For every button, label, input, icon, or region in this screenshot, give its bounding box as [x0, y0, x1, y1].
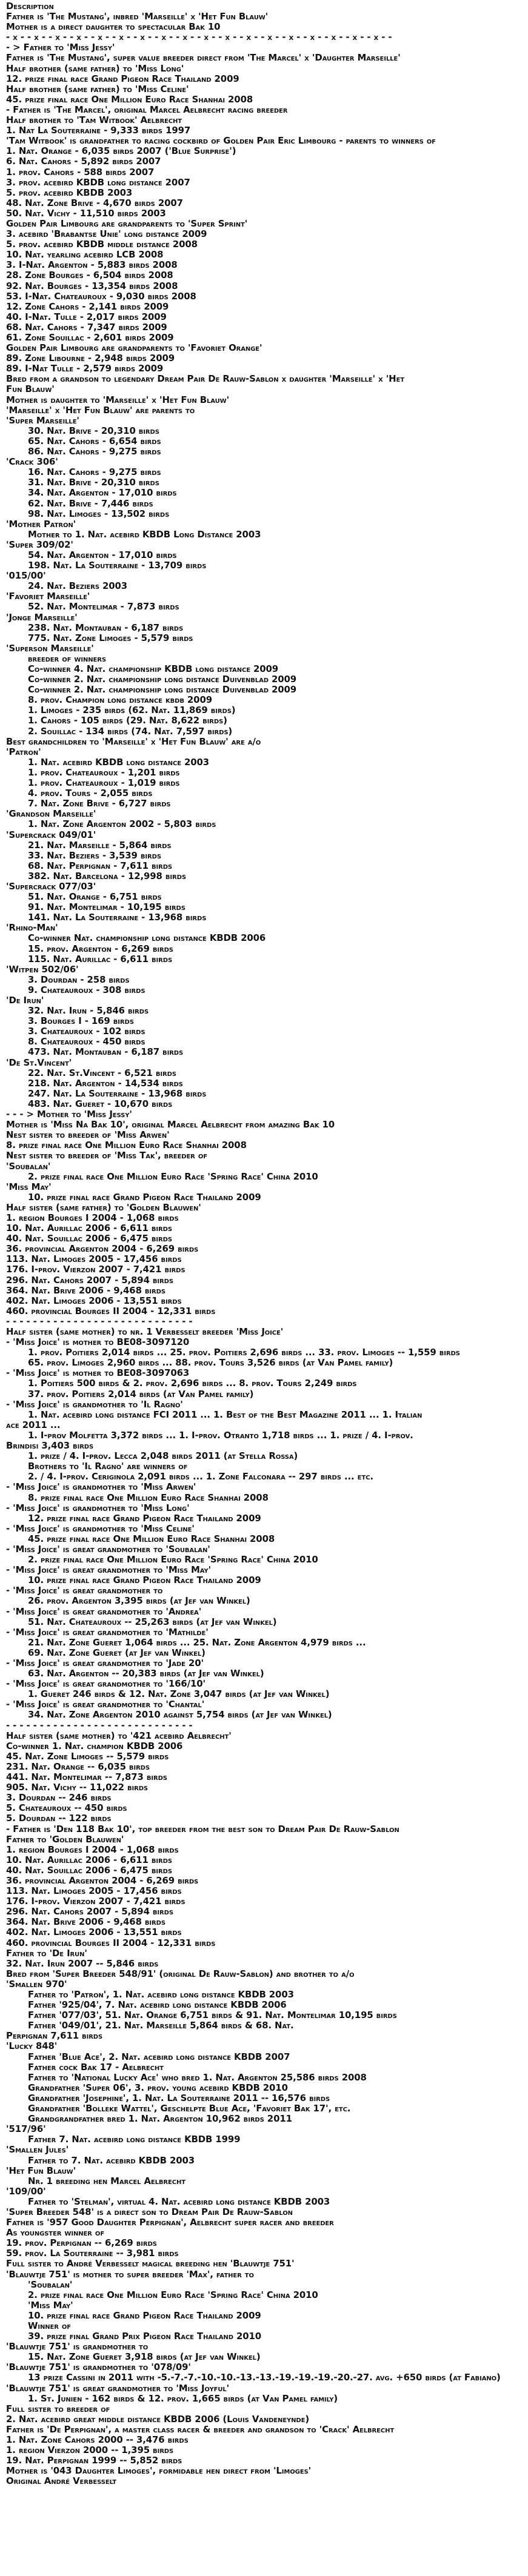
document-line: 40. Nat. Souillac 2006 - 6,475 birds	[6, 1865, 172, 1876]
document-line: Father 'Blue Ace', 2. Nat. acebird long distance KBDB 2007	[28, 2051, 290, 2062]
document-line: 1. prov. Poitiers 2,014 birds ... 25. prov. Poitiers 2,696 birds ... 33. prov. Limoges -- 1,559 birds	[28, 1347, 460, 1358]
document-line: Father to 'National Lucky Ace' who bred 1. Nat. Argenton 25,586 birds 2008	[28, 2072, 367, 2083]
document-line: 441. Nat. Montelimar -- 7,873 birds	[6, 1772, 167, 1783]
document-line: 'Supercrack 049/01'	[6, 829, 96, 840]
document-line: Father to 'Patron', 1. Nat. acebird long distance KBDB 2003	[28, 1990, 294, 2000]
document-line: Co-winner 4. Nat. championship KBDB long distance 2009	[28, 664, 279, 674]
document-line: 16. Nat. Cahors - 9,275 birds	[28, 467, 161, 478]
document-line: Nest sister to breeder of 'Miss Tak', breeder of	[6, 1150, 208, 1161]
document-line: 3. I-Nat. Argenton - 5,883 birds 2008	[6, 260, 178, 271]
document-line: 296. Nat. Cahors 2007 - 5,894 birds	[6, 1275, 173, 1286]
document-line: Co-winner 2. Nat. championship long distance Duivenblad 2009	[28, 685, 297, 695]
document-line: 36. provincial Argenton 2004 - 6,269 birds	[6, 1875, 199, 1886]
document-line: 92. Nat. Bourges - 13,354 birds 2008	[6, 281, 178, 291]
document-line: - Father is 'The Marcel', original Marcel Aelbrecht racing breeder	[6, 104, 288, 115]
document-line: 1. Gueret 246 birds & 12. Nat. Zone 3,047 birds (at Jef van Winkel)	[28, 1689, 330, 1700]
document-line: 8. prov. Champion long distance kbdb 2009	[28, 695, 212, 706]
document-line: 460. provincial Bourges II 2004 - 12,331 birds	[6, 1937, 216, 1948]
document-line: Perpignan 7,611 birds	[6, 2031, 103, 2042]
document-line: 10. prize final race Grand Pigeon Race Thailand 2009	[28, 1575, 261, 1586]
document-line: 'Blauwtje 751' is great grandmother to 'Miss Joyful'	[6, 2383, 230, 2394]
document-line: Fun Blauw'	[6, 384, 55, 395]
document-line: Full sister to André Verbesselt magical breeding hen 'Blauwtje 751'	[6, 2259, 295, 2269]
document-line: Grandfather 'Super 06', 3. prov. young acebird KBDB 2010	[28, 2082, 288, 2093]
document-line: 1. Nat. Zone Argenton 2002 - 5,803 birds	[28, 819, 216, 830]
document-line: As youngster winner of	[6, 2228, 105, 2239]
document-line: 'Blauwtje 751' is mother to super breeder 'Max', father to	[6, 2269, 254, 2280]
document-line: 'Het Fun Blauw'	[6, 2165, 76, 2176]
document-line: 176. I-prov. Vierzon 2007 - 7,421 birds	[6, 1264, 185, 1275]
document-line: 'Tam Witbook' is grandfather to racing cockbird of Golden Pair Eric Limbourg - parents to winners of	[6, 136, 436, 147]
document-line: 'Super 309/02'	[6, 539, 73, 550]
document-line: Grandfather 'Bolleke Wattel', Geschelpte Blue Ace, 'Favoriet Bak 17', etc.	[28, 2103, 351, 2114]
document-line: 8. prize final race One Million Euro Race Shanhai 2008	[6, 1140, 247, 1151]
document-line: 15. Nat. Zone Gueret 3,918 birds (at Jef van Winkel)	[28, 2352, 261, 2363]
document-line: 33. Nat. Beziers - 3,539 birds	[28, 850, 161, 861]
document-line: 3. Chateauroux - 102 birds	[28, 1026, 145, 1037]
document-line: 2. prize final race One Million Euro Race 'Spring Race' China 2010	[28, 1171, 318, 1182]
document-line: 'Favoriet Marseille'	[6, 591, 90, 602]
document-line: 402. Nat. Limoges 2006 - 13,551 birds	[6, 1295, 182, 1306]
document-line: Bred from a grandson to legendary Dream Pair De Rauw-Sablon x daughter 'Marseille' x 'Het	[6, 374, 404, 385]
document-line: 296. Nat. Cahors 2007 - 5,894 birds	[6, 1907, 173, 1917]
document-line: 483. Nat. Gueret - 10,670 birds	[28, 1098, 173, 1109]
document-line: 36. provincial Argenton 2004 - 6,269 birds	[6, 1244, 199, 1255]
document-line: 1. prov. Cahors - 588 birds 2007	[6, 167, 155, 178]
document-line: Mother is 'Miss Na Bak 10', original Marcel Aelbrecht from amazing Bak 10	[6, 1120, 335, 1130]
document-line: 'Mother Patron'	[6, 519, 76, 529]
document-line: - > Father to 'Miss Jessy'	[6, 42, 115, 53]
document-line: 51. Nat. Chateauroux -- 25,263 birds (at Jef van Winkel)	[28, 1616, 277, 1627]
document-line: Half brother (same father) to 'Miss Celine'	[6, 84, 189, 95]
document-line: Father is 'De Perpignan', a master class racer & breeder and grandson to 'Crack' Aelbrecht	[6, 2424, 395, 2435]
document-line: 2. Nat. acebird great middle distance KBDB 2006 (Louis Vandeneynde)	[6, 2414, 310, 2425]
document-line: 4. prov. Tours - 2,055 birds	[28, 788, 153, 799]
document-line: - 'Miss Joice' is great grandmother to 'Jade 20'	[6, 1658, 204, 1668]
document-line: Full sister to breeder of	[6, 2403, 110, 2414]
document-line: Mother is daughter to 'Marseille' x 'Het Fun Blauw'	[6, 394, 230, 405]
document-line: 1. Limoges - 235 birds (62. Nat. 11,869 birds)	[28, 705, 236, 716]
document-line: 473. Nat. Montauban - 6,187 birds	[28, 1047, 184, 1058]
document-line: 364. Nat. Brive 2006 - 9,468 birds	[6, 1285, 165, 1296]
document-line: Golden Pair Limbourg are grandparents to 'Super Sprint'	[6, 218, 248, 229]
document-line: 1. prize / 4. I-prov. Lecca 2,048 birds 2011 (at Stella Rossa)	[28, 1451, 298, 1462]
document-line: 8. prize final race One Million Euro Race Shanhai 2008	[28, 1492, 269, 1503]
document-line: Winner of	[28, 2321, 72, 2331]
document-line: 'Marseille' x 'Het Fun Blauw' are parents to	[6, 405, 195, 416]
document-line: 382. Nat. Barcelona - 12,998 birds	[28, 871, 186, 881]
document-line: 'De Irun'	[6, 995, 44, 1006]
document-line: 'Jonge Marseille'	[6, 612, 78, 623]
document-line: 69. Nat. Zone Gueret (at Jef van Winkel)	[28, 1647, 206, 1658]
document-line: 'Smallen 970'	[6, 1979, 67, 1990]
document-line: Half sister (same mother) to '421 acebird Aelbrecht'	[6, 1730, 232, 1741]
document-line: 218. Nat. Argenton - 14,534 birds	[28, 1078, 183, 1089]
document-line: Father to 7. Nat. acebird KBDB 2003	[28, 2155, 195, 2166]
document-line: 2. / 4. I-prov. Ceriginola 2,091 birds ... 1. Zone Falconara -- 297 birds ... etc.	[28, 1472, 373, 1482]
document-line: 26. prov. Argenton 3,395 birds (at Jef van Winkel)	[28, 1596, 250, 1607]
document-line: 'Witpen 502/06'	[6, 964, 79, 975]
document-line: 40. Nat. Souillac 2006 - 6,475 birds	[6, 1233, 172, 1244]
document-line: 113. Nat. Limoges 2005 - 17,456 birds	[6, 1254, 182, 1265]
document-line: 1. Nat. Zone Cahors 2000 -- 3,476 birds	[6, 2435, 189, 2446]
document-line: 68. Nat. Perpignan - 7,611 birds	[28, 860, 173, 871]
document-line: - Father is 'Den 118 Bak 10', top breeder from the best son to Dream Pair De Rauw-Sablon	[6, 1824, 399, 1834]
document-line: 62. Nat. Brive - 7,446 birds	[28, 498, 153, 509]
document-line: 63. Nat. Argenton -- 20,383 birds (at Jef van Winkel)	[28, 1668, 264, 1679]
document-line: Father '077/03', 51. Nat. Orange 6,751 birds & 91. Nat. Montelimar 10,195 birds	[28, 2010, 397, 2021]
document-line: 8. Chateauroux - 450 birds	[28, 1037, 145, 1047]
document-line: '015/00'	[6, 571, 46, 582]
document-line: 3. Dourdan -- 246 birds	[6, 1793, 112, 1804]
document-line: 19. prov. Perpignan -- 6,269 birds	[6, 2238, 157, 2249]
document-line: ace 2011 ...	[6, 1419, 61, 1430]
document-line: 89. Zone Libourne - 2,948 birds 2009	[6, 353, 175, 364]
document-line: 1. prov. Chateauroux - 1,019 birds	[28, 778, 180, 789]
document-line: 13 prize Cassini in 2011 with -5.-7.-7.-10.-10.-13.-13.-19.-19.-19.-20.-27. avg. +650 birds (at Fabiano)	[28, 2372, 501, 2383]
document-line: 238. Nat. Montauban - 6,187 birds	[28, 622, 184, 633]
document-line: Father is '957 Good Daughter Perpignan', Aelbrecht super racer and breeder	[6, 2217, 334, 2228]
document-line: - 'Miss Joice' is grandmother to 'Il Ragno'	[6, 1399, 183, 1410]
document-line: 'Blauwtje 751' is grandmother to	[6, 2342, 149, 2352]
document-line: 'Super Breeder 548' is a direct son to Dream Pair De Rauw-Sablon	[6, 2206, 293, 2217]
document-line: 'Grandson Marseille'	[6, 809, 96, 820]
document-line: - 'Miss Joice' is mother to BE08-3097063	[6, 1368, 190, 1379]
document-line: 12. Zone Cahors - 2,141 birds 2009	[6, 301, 169, 312]
document-line: - 'Miss Joice' is great grandmother to 'Mathilde'	[6, 1627, 209, 1638]
document-line: Grandgrandfather bred 1. Nat. Argenton 10,962 birds 2011	[28, 2114, 292, 2125]
document-line: 39. prize final Grand Prix Pigeon Race Thailand 2010	[28, 2331, 262, 2342]
document-line: 22. Nat. St.Vincent - 6,521 birds	[28, 1067, 176, 1078]
document-line: Father to 'Stelman', virtual 4. Nat. acebird long distance KBDB 2003	[28, 2196, 330, 2207]
document-line: Co-winner 2. Nat. championship long distance Duivenblad 2009	[28, 674, 297, 685]
document-line: 2. Souillac - 134 birds (74. Nat. 7,597 birds)	[28, 726, 233, 737]
document-line: 5. prov. acebird KBDB middle distance 2008	[6, 239, 198, 250]
document-line: 28. Zone Bourges - 6,504 birds 2008	[6, 270, 173, 281]
document-line: Mother is '043 Daughter Limoges', formidable hen direct from 'Limoges'	[6, 2466, 312, 2477]
document-line: 37. prov. Poitiers 2,014 birds (at Van Pamel family)	[28, 1389, 254, 1399]
document-line: 31. Nat. Brive - 20,310 birds	[28, 477, 159, 488]
document-line: - 'Miss Joice' is great grandmother to 'Miss May'	[6, 1565, 212, 1576]
document-line: - 'Miss Joice' is grandmother to 'Miss Celine'	[6, 1523, 195, 1534]
document-line: - 'Miss Joice' is great grandmother to 'Soubalan'	[6, 1544, 210, 1555]
document-line: 2. prize final race One Million Euro Race 'Spring Race' China 2010	[28, 1555, 318, 1565]
document-line: 10. Nat. yearling acebird LCB 2008	[6, 250, 164, 261]
document-line: 86. Nat. Cahors - 9,275 birds	[28, 446, 161, 457]
document-line: 10. Nat. Aurillac 2006 - 6,611 birds	[6, 1223, 172, 1234]
document-line: 1. Cahors - 105 birds (29. Nat. 8,622 birds)	[28, 715, 227, 726]
document-line: 53. I-Nat. Chateauroux - 9,030 birds 2008	[6, 291, 196, 302]
document-line: 51. Nat. Orange - 6,751 birds	[28, 892, 162, 903]
document-line: 54. Nat. Argenton - 17,010 birds	[28, 549, 177, 560]
document-line: - 'Miss Joice' is great grandmother to	[6, 1585, 163, 1596]
document-line: 6. Nat. Cahors - 5,892 birds 2007	[6, 156, 161, 167]
document-line: 115. Nat. Aurillac - 6,611 birds	[28, 954, 173, 964]
document-line: 21. Nat. Marseille - 5,864 birds	[28, 840, 172, 851]
document-line: 2. prize final race One Million Euro Race 'Spring Race' China 2010	[28, 2289, 318, 2300]
document-line: 1. region Bourges I 2004 - 1,068 birds	[6, 1844, 179, 1855]
document-line: 91. Nat. Montelimar - 10,195 birds	[28, 902, 185, 913]
document-line: 10. Nat. Aurillac 2006 - 6,611 birds	[6, 1854, 172, 1865]
document-line: 59. prov. La Souterraine -- 3,981 birds	[6, 2248, 179, 2259]
document-line: 1. Nat. acebird KBDB long distance 2003	[28, 757, 210, 768]
document-line: 1. region Bourges I 2004 - 1,068 birds	[6, 1212, 179, 1223]
document-line: 3. prov. acebird KBDB long distance 2007	[6, 177, 190, 188]
document-line: 3. acebird 'Brabantse Unie' long distance 2009	[6, 229, 207, 240]
document-line: Grandfather 'Josephine', 1. Nat. La Souterraine 2011 -- 16,576 birds	[28, 2093, 330, 2103]
document-line: 364. Nat. Brive 2006 - 9,468 birds	[6, 1917, 165, 1928]
document-line: 89. I-Nat Tulle - 2,579 birds 2009	[6, 363, 164, 374]
document-line: 113. Nat. Limoges 2005 - 17,456 birds	[6, 1886, 182, 1897]
document-line: 247. Nat. La Souterraine - 13,968 birds	[28, 1088, 207, 1099]
document-line: 52. Nat. Montelimar - 7,873 birds	[28, 602, 179, 612]
document-line: 1. Poitiers 500 birds & 2. prov. 2,696 birds ... 8. prov. Tours 2,249 birds	[28, 1378, 357, 1389]
document-line: 45. prize final race One Million Euro Race Shanhai 2008	[28, 1533, 275, 1544]
document-line: 'Soubalan'	[28, 2279, 73, 2290]
document-line: 3. Bourges I - 169 birds	[28, 1016, 134, 1027]
document-line: 198. Nat. La Souterraine - 13,709 birds	[28, 560, 207, 571]
document-line: 9. Chateauroux - 308 birds	[28, 984, 145, 995]
document-line: 905. Nat. Vichy -- 11,022 birds	[6, 1782, 149, 1793]
document-line: Nr. 1 breeding hen Marcel Aelbrecht	[28, 2176, 185, 2186]
document-line: - 'Miss Joice' is great grandmother to '166/10'	[6, 1679, 206, 1690]
document-line: '517/96'	[6, 2124, 46, 2135]
document-line: 12. prize final race Grand Pigeon Race Thailand 2009	[28, 1513, 261, 1524]
document-line: Mother to 1. Nat. acebird KBDB Long Distance 2003	[28, 529, 261, 540]
document-line: 'Lucky 848'	[6, 2041, 58, 2052]
document-line: 'Supercrack 077/03'	[6, 881, 96, 892]
document-line: - x - - x - - x - - x - - x - - x - - x - - x - - x - - x - - x - - x - - x - - x - - x - - x - - x - - x - -	[6, 32, 392, 43]
document-line: Co-winner 1. Nat. champion KBDB 2006	[6, 1741, 183, 1751]
document-line: Half sister (same mother) to nr. 1 Verbesselt breeder 'Miss Joice'	[6, 1327, 284, 1337]
document-line: Father is 'The Mustang', inbred 'Marseille' x 'Het Fun Blauw'	[6, 12, 269, 22]
document-line: 5. prov. acebird KBDB 2003	[6, 187, 133, 198]
document-line: - - - > Mother to 'Miss Jessy'	[6, 1109, 132, 1120]
document-line: 61. Zone Souillac - 2,601 birds 2009	[6, 333, 174, 343]
document-line: 19. Nat. Perpignan 1999 -- 5,852 birds	[6, 2455, 182, 2466]
document-line: Co-winner Nat. championship long distance KBDB 2006	[28, 933, 266, 944]
document-line: Best grandchildren to 'Marseille' x 'Het Fun Blauw' are a/o	[6, 736, 261, 747]
document-line: Golden Pair Limbourg are grandparents to 'Favoriet Orange'	[6, 343, 262, 354]
document-line: 775. Nat. Zone Limoges - 5,579 birds	[28, 632, 193, 643]
document-line: 231. Nat. Orange -- 6,035 birds	[6, 1761, 150, 1772]
document-line: breeder of winners	[28, 653, 106, 664]
document-line: 1. region Vierzon 2000 -- 1,395 birds	[6, 2445, 174, 2456]
document-line: 3. Dourdan - 258 birds	[28, 974, 130, 985]
document-line: 68. Nat. Cahors - 7,347 birds 2009	[6, 322, 167, 333]
document-line: Half brother (same father) to 'Miss Long'	[6, 63, 184, 74]
document-line: - 'Miss Joice' is grandmother to 'Miss Arwen'	[6, 1482, 196, 1493]
document-line: 402. Nat. Limoges 2006 - 13,551 birds	[6, 1927, 182, 1938]
document-line: 32. Nat. Irun 2007 -- 5,846 birds	[6, 1958, 159, 1969]
document-line: 'Crack 306'	[6, 457, 58, 468]
document-line: 45. Nat. Zone Limoges -- 5,579 birds	[6, 1751, 169, 1762]
document-line: 40. I-Nat. Tulle - 2,017 birds 2009	[6, 311, 167, 322]
document-line: 98. Nat. Limoges - 13,502 birds	[28, 508, 170, 519]
document-line: 176. I-prov. Vierzon 2007 - 7,421 birds	[6, 1896, 185, 1907]
document-line: Half brother to 'Tam Witbook' Aelbrecht	[6, 115, 182, 126]
document-line: 'Super Marseille'	[6, 415, 79, 426]
document-line: 34. Nat. Zone Argenton 2010 against 5,754 birds (at Jef van Winkel)	[28, 1710, 332, 1721]
document-line: 'Miss May'	[6, 1181, 52, 1192]
document-line: Brindisi 3,403 birds	[6, 1441, 94, 1452]
document-line: Original André Verbesselt	[6, 2476, 116, 2487]
document-line: 'Superson Marseille'	[6, 643, 94, 654]
document-line: 24. Nat. Beziers 2003	[28, 581, 128, 592]
document-line: 15. prov. Argenton - 6,269 birds	[28, 943, 173, 954]
document-line: 1. Nat. Orange - 6,035 birds 2007 ('Blue Surprise')	[6, 146, 236, 157]
document-line: 'Smallen Jules'	[6, 2145, 69, 2156]
document-line: 5. Dourdan -- 122 birds	[6, 1813, 112, 1824]
document-line: 'Soubalan'	[6, 1161, 51, 1172]
document-line: 7. Nat. Zone Brive - 6,727 birds	[28, 798, 171, 809]
document-line: Brothers to 'Il Ragno' are winners of	[28, 1461, 188, 1472]
document-line: - 'Miss Joice' is great grandmother to 'Andrea'	[6, 1606, 202, 1617]
document-line: 'Patron'	[6, 746, 41, 757]
document-line: '109/00'	[6, 2186, 46, 2197]
document-line: Nest sister to breeder of 'Miss Arwen'	[6, 1130, 170, 1141]
document-line: 21. Nat. Zone Gueret 1,064 birds ... 25. Nat. Zone Argenton 4,979 birds ...	[28, 1637, 366, 1648]
document-line: 1. I-prov Molfetta 3,372 birds ... 1. I-prov. Otranto 1,718 birds ... 1. prize / 4. I-prov.	[28, 1430, 413, 1441]
document-line: Bred from 'Super Breeder 548/91' (original De Rauw-Sablon) and brother to a/o	[6, 1968, 355, 1979]
document-line: 1. Nat La Souterraine - 9,333 birds 1997	[6, 125, 191, 136]
document-line: Father to 'De Irun'	[6, 1948, 87, 1959]
document-line: 45. prize final race One Million Euro Race Shanhai 2008	[6, 94, 253, 105]
document-line: - 'Miss Joice' is grandmother to 'Miss Long'	[6, 1502, 190, 1513]
document-line: 'Rhino-Man'	[6, 923, 58, 934]
document-line: 12. prize final race Grand Pigeon Race Thailand 2009	[6, 73, 239, 84]
document-line: 1. St. Junien - 162 birds & 12. prov. 1,665 birds (at Van Pamel family)	[28, 2393, 338, 2404]
document-line: 30. Nat. Brive - 20,310 birds	[28, 425, 159, 436]
document-line: Father '925/04', 7. Nat. acebird long distance KBDB 2006	[28, 2000, 287, 2011]
document-line: 141. Nat. La Souterraine - 13,968 birds	[28, 912, 207, 923]
document-line: Father '049/01', 21. Nat. Marseille 5,864 birds & 68. Nat.	[28, 2020, 294, 2031]
document-line: 32. Nat. Irun - 5,846 birds	[28, 1006, 149, 1017]
document-line: 'De St.Vincent'	[6, 1057, 72, 1068]
document-line: 65. prov. Limoges 2,960 birds ... 88. prov. Tours 3,526 birds (at Van Pamel family)	[28, 1358, 393, 1369]
document-line: - 'Miss Joice' is mother to BE08-3097120	[6, 1337, 190, 1348]
document-line: Father cock Bak 17 - Aelbrecht	[28, 2062, 164, 2073]
document-line: Mother is a direct daughter to spectacular Bak 10	[6, 22, 221, 33]
document-line: 'Miss May'	[28, 2300, 73, 2311]
document-line: 1. prov. Chateauroux - 1,201 birds	[28, 767, 180, 778]
document-line: Description	[6, 1, 54, 12]
document-line: 34. Nat. Argenton - 17,010 birds	[28, 488, 177, 499]
document-line: 10. prize final race Grand Pigeon Race Thailand 2009	[28, 1192, 261, 1203]
document-line: 65. Nat. Cahors - 6,654 birds	[28, 436, 161, 446]
document-line: - - - - - - - - - - - - - - - - - - - - - - - - - - - -	[6, 1316, 193, 1327]
document-line: Father to 'Golden Blauwen'	[6, 1834, 124, 1845]
document-line: 460. provincial Bourges II 2004 - 12,331 birds	[6, 1306, 216, 1316]
document-line: Father is 'The Mustang', super value breeder direct from 'The Marcel' x 'Daughter Marseille'	[6, 53, 401, 64]
document-line: 48. Nat. Zone Brive - 4,670 birds 2007	[6, 198, 183, 208]
document-line: 10. prize final race Grand Pigeon Race Thailand 2009	[28, 2310, 261, 2321]
document-line: 1. Nat. acebird long distance FCI 2011 ... 1. Best of the Best Magazine 2011 ... 1. Italian	[28, 1409, 423, 1420]
document-line: - 'Miss Joice' is great grandmother to 'Chantal'	[6, 1699, 205, 1710]
document-line: Half sister (same father) to 'Golden Blauwen'	[6, 1202, 201, 1213]
document-line: Father 7. Nat. acebird long distance KBDB 1999	[28, 2134, 241, 2145]
document-line: 5. Chateauroux -- 450 birds	[6, 1803, 127, 1814]
document-line: - - - - - - - - - - - - - - - - - - - - - - - - - - - -	[6, 1720, 193, 1731]
document-line: 'Blauwtje 751' is grandmother to '078/09'	[6, 2362, 191, 2373]
document-line: 50. Nat. Vichy - 11,510 birds 2003	[6, 208, 166, 219]
